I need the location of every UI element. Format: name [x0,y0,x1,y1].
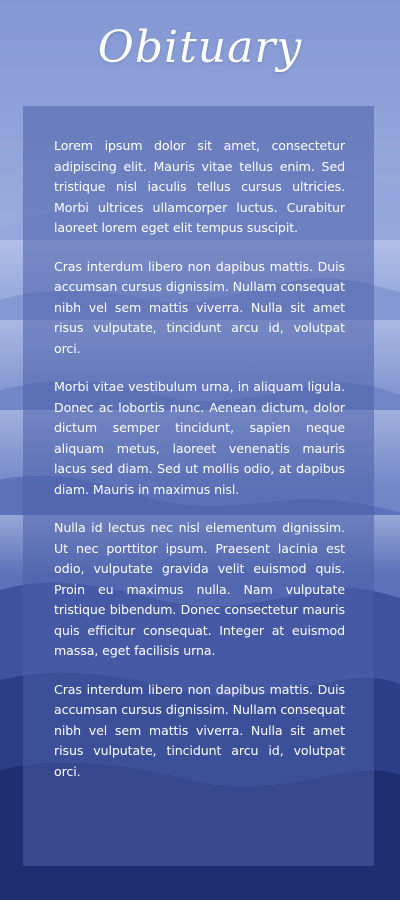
paragraph-1: Lorem ipsum dolor sit amet, consectetur adipiscing elit. Mauris vitae tellus enim. Sed tristique nisl iaculis tellus cursus ultricies. Morbi ultrices ullamcorper luctus. Curabitur laoreet lorem eget elit tempus suscipit. [54,138,345,235]
paragraph-5: Cras interdum libero non dapibus mattis. Duis accumsan cursus dignissim. Nullam consequat nibh vel sem mattis viverra. Nulla sit amet risus vulputate, tincidunt arcu id, volutpat orci. [54,681,345,779]
paragraph-4: Nulla id lectus nec nisl elementum dignissim. Ut nec porttitor ipsum. Praesent lacinia est odio, vulputate gravida velit euismod quis. Proin eu maximus nulla. Nam vulputate tristique bibendum. Donec consectetur mauris quis efficitur consequat. Integer at euismod massa, eget facilisis urna. [54,520,345,658]
obituary-text-panel [23,106,374,866]
page-title: Obituary [97,22,303,73]
paragraph-2: Cras interdum libero non dapibus mattis. Duis accumsan cursus dignissim. Nullam consequat nibh vel sem mattis viverra. Nulla sit amet risus vulputate, tincidunt arcu id, volutpat orci. [54,258,345,356]
paragraph-3: Morbi vitae vestibulum urna, in aliquam ligula. Donec ac lobortis nunc. Aenean dictum, dolor dictum semper tincidunt, sapien neque aliquam metus, laoreet venenatis mauris lacus sed diam. Sed ut mollis odio, at dapibus diam. Mauris in maximus nisl. [54,379,345,497]
